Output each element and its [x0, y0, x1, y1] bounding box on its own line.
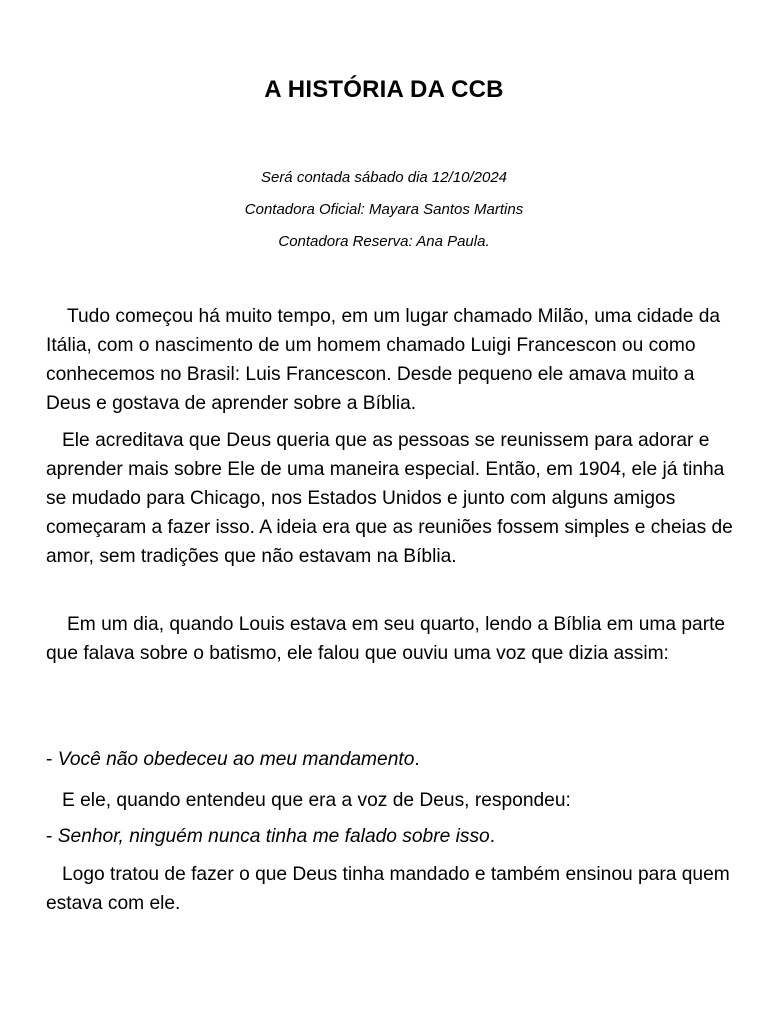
dialogue-1-speech: Você não obedeceu ao meu mandamento [57, 749, 415, 770]
document-title: A HISTÓRIA DA CCB [264, 76, 504, 103]
meta-official-storyteller: Contadora Oficial: Mayara Santos Martins [244, 201, 524, 218]
paragraph-2 [46, 426, 736, 571]
paragraph-5 [46, 860, 736, 918]
paragraph-4 [46, 786, 736, 815]
meta-date-line: Será contada sábado dia 12/10/2024 [260, 169, 508, 186]
paragraph-3 [46, 610, 736, 668]
paragraph-4-text: E ele, quando entendeu que era a voz de Deus, respondeu: [62, 790, 571, 811]
paragraph-1-text: Tudo começou há muito tempo, em um lugar chamado Milão, uma cidade da Itália, com o nascimento de um homem chamado Luigi Francescon ou como conhecemos no Brasil: Luis Francescon. Desde pequeno ele amava muito a Deus e gostava de aprender sobre a Bíblia. [46, 306, 721, 414]
dialogue-1-end: . [414, 749, 420, 770]
dialogue-line-2 [46, 822, 736, 851]
paragraph-5-text: Logo tratou de fazer o que Deus tinha mandado e também ensinou para quem estava com ele. [46, 864, 730, 914]
dialogue-2-speech: Senhor, ninguém nunca tinha me falado sobre isso [57, 826, 490, 847]
dialogue-line-1 [46, 745, 736, 774]
dialogue-2-end: . [489, 826, 496, 847]
dialogue-dash: - [46, 826, 58, 847]
paragraph-2-text: Ele acreditava que Deus queria que as pessoas se reunissem para adorar e aprender mais sobre Ele de uma maneira especial. Então, em 1904, ele já tinha se mudado para Chicago, nos Estados Unidos e junto com alguns amigos começaram a fazer isso. A ideia era que as reuniões fossem simples e cheias de amor, sem tradições que não estavam na Bíblia. [46, 430, 733, 567]
paragraph-1 [46, 302, 736, 418]
meta-reserve-storyteller: Contadora Reserva: Ana Paula. [278, 233, 490, 250]
paragraph-3-text: Em um dia, quando Louis estava em seu quarto, lendo a Bíblia em uma parte que falava sobre o batismo, ele falou que ouviu uma voz que dizia assim: [46, 614, 726, 664]
dialogue-dash: - [46, 749, 58, 770]
